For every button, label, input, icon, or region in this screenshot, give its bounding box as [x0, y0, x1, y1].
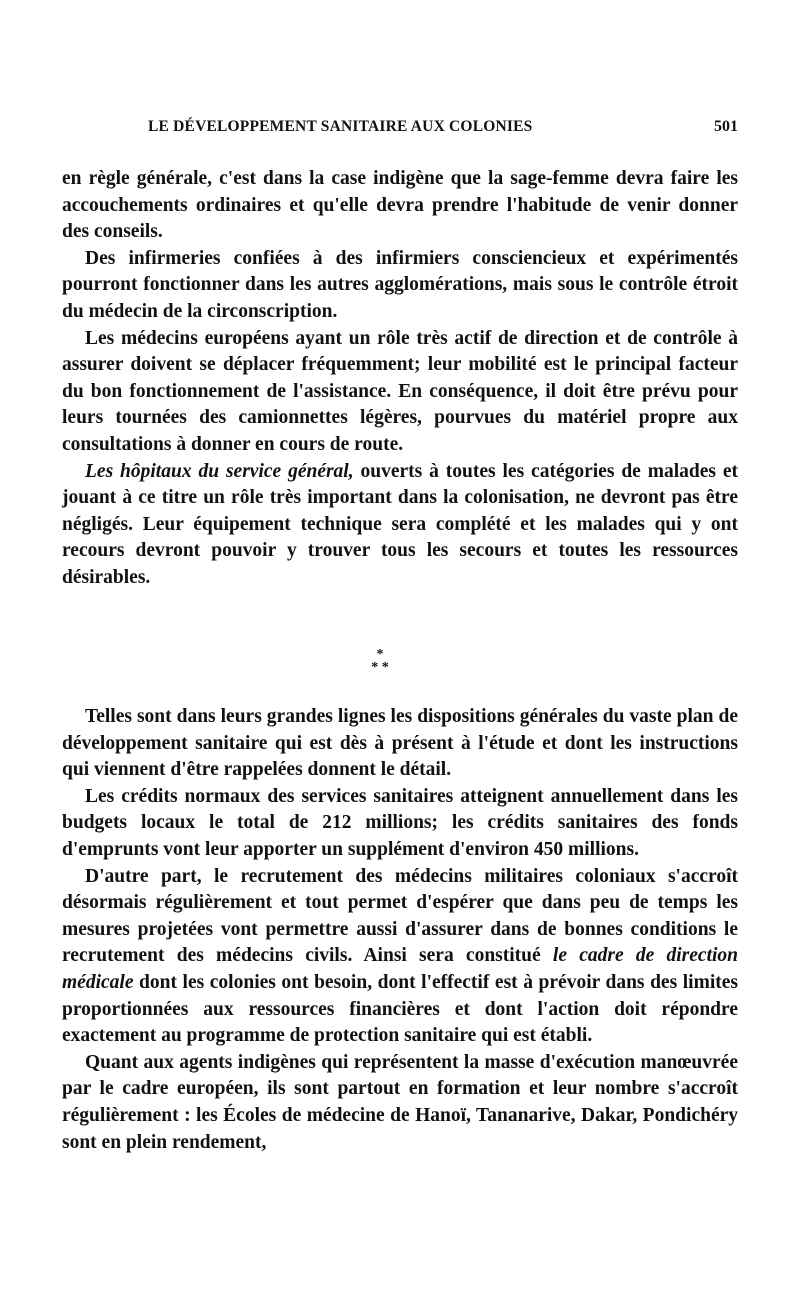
running-head	[62, 118, 738, 142]
paragraph-credits: Les crédits normaux des services sanitaires atteignent annuellement dans les budgets locaux le total de 212 millions; les crédits sanitaires des fonds d'emprunts vont leur apporter un supplément d'environ 450 millions.	[62, 785, 738, 860]
running-title: LE DÉVELOPPEMENT SANITAIRE AUX COLONIES	[148, 118, 533, 135]
section-development-plan	[62, 704, 738, 1156]
recruitment-text-start: D'autre part, le recrutement des médecins militaires coloniaux s'accroît désormais régulièrement et tout permet d'espérer que dans peu de temps les mesures projetées vont permettre aussi d'assurer dans de bonnes conditions le recrutement des médecins civils. Ainsi sera constitué	[62, 865, 738, 967]
paragraph-infirmaries: Des infirmeries confiées à des infirmiers consciencieux et expérimentés pourront fonctionner dans les autres agglomérations, mais sous le contrôle étroit du médecin de la circonscription.	[62, 247, 738, 322]
asterism-top: *	[376, 647, 384, 662]
paragraph-midwife-continuation: en règle générale, c'est dans la case indigène que la sage-femme devra faire les accouchements ordinaires et qu'elle devra prendre l'habitude de venir donner des conseils.	[62, 168, 738, 243]
section-hygiene-services	[62, 166, 738, 592]
paragraph-recruitment	[62, 864, 738, 1050]
italic-general-hospitals: Les hôpitaux du service général,	[85, 460, 354, 482]
paragraph-general-plan: Telles sont dans leurs grandes lignes les dispositions générales du vaste plan de développement sanitaire qui est dès à présent à l'étude et dont les instructions qui viennent d'être rappelées donnent le détail.	[62, 706, 738, 781]
asterism-bottom: * *	[371, 660, 389, 675]
paragraph-general-hospitals	[62, 459, 738, 592]
page-number: 501	[714, 118, 738, 135]
italic-medical-direction-cadre: le cadre de direction médicale	[62, 945, 738, 993]
recruitment-text-end: dont les colonies ont besoin, dont l'effectif est à prévoir dans des limites proportionnées aux ressources financières et dont l'action doit répondre exactement au programme de protection sanitaire qui est établi.	[62, 971, 738, 1047]
asterism-separator	[360, 648, 400, 674]
paragraph-native-agents: Quant aux agents indigènes qui représentent la masse d'exécution manœuvrée par le cadre européen, ils sont partout en formation et leur nombre s'accroît régulièrement : les Écoles de médecine de Hanoï, Tananarive, Dakar, Pondichéry sont en plein rendement,	[62, 1051, 738, 1153]
general-hospitals-text: ouverts à toutes les catégories de malades et jouant à ce titre un rôle très important dans la colonisation, ne devront pas être négligés. Leur équipement technique sera complété et les malades qui y ont recours devront pouvoir y trouver tous les secours et toutes les ressources désirables.	[62, 460, 738, 588]
paragraph-european-doctors: Les médecins européens ayant un rôle très actif de direction et de contrôle à assurer doivent se déplacer fréquemment; leur mobilité est le principal facteur du bon fonctionnement de l'assistance. En conséquence, il doit être prévu pour leurs tournées des camionnettes légères, pourvues du matériel propre aux consultations à donner en cours de route.	[62, 327, 738, 455]
